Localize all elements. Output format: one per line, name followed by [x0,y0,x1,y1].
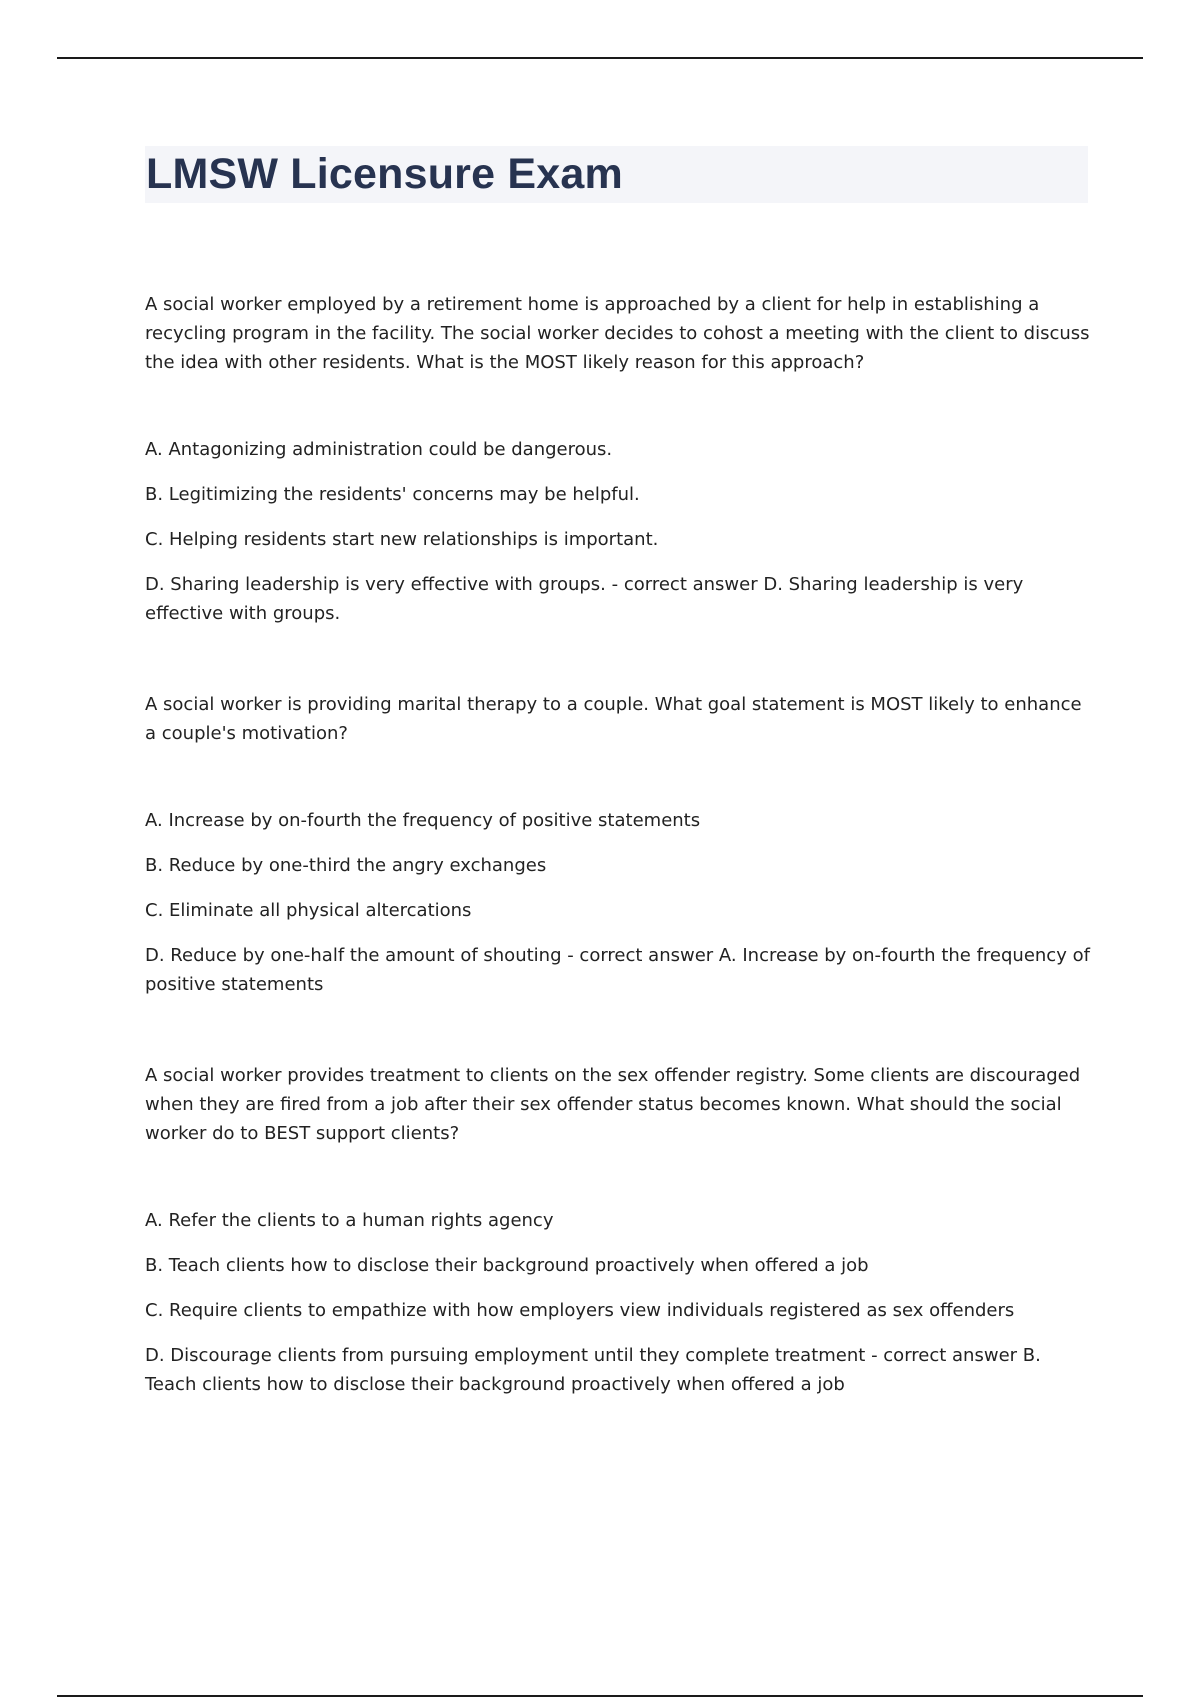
question-stem: A social worker employed by a retirement home is approached by a client for help in establishing a recycling program in the facility. The social worker decides to cohost a meeting with the client to discuss the idea with other residents. What is the MOST likely reason for this approach? [145,294,1090,373]
answer-option-a: A. Refer the clients to a human rights agency [145,1210,554,1231]
answer-option-d: D. Sharing leadership is very effective with groups. - correct answer D. Sharing leadership is very effective with groups. [145,574,1024,624]
answer-option-c: C. Helping residents start new relationships is important. [145,529,659,550]
answer-option-b: B. Teach clients how to disclose their background proactively when offered a job [145,1255,869,1276]
question-block-1 [145,290,1090,628]
answer-option-c: C. Require clients to empathize with how employers view individuals registered as sex offenders [145,1300,1015,1321]
question-stem: A social worker provides treatment to clients on the sex offender registry. Some clients are discouraged when they are fired from a job after their sex offender status becomes known. What should the social worker do to BEST support clients? [145,1065,1081,1144]
answer-option-d: D. Discourage clients from pursuing employment until they complete treatment - correct answer B. Teach clients how to disclose their background proactively when offered a job [145,1345,1041,1395]
bottom-rule [57,1695,1143,1697]
answer-option-d: D. Reduce by one-half the amount of shouting - correct answer A. Increase by on-fourth the frequency of positive statements [145,945,1090,995]
answer-option-a: A. Increase by on-fourth the frequency of positive statements [145,810,701,831]
question-block-3 [145,1061,1090,1399]
document-title: LMSW Licensure Exam [146,150,623,198]
answer-option-b: B. Reduce by one-third the angry exchanges [145,855,547,876]
answer-option-a: A. Antagonizing administration could be dangerous. [145,439,613,460]
question-stem: A social worker is providing marital therapy to a couple. What goal statement is MOST likely to enhance a couple's motivation? [145,694,1082,744]
top-rule [57,57,1143,59]
question-block-2 [145,690,1090,999]
answer-option-c: C. Eliminate all physical altercations [145,900,472,921]
answer-option-b: B. Legitimizing the residents' concerns may be helpful. [145,484,640,505]
document-body [145,290,1090,1399]
